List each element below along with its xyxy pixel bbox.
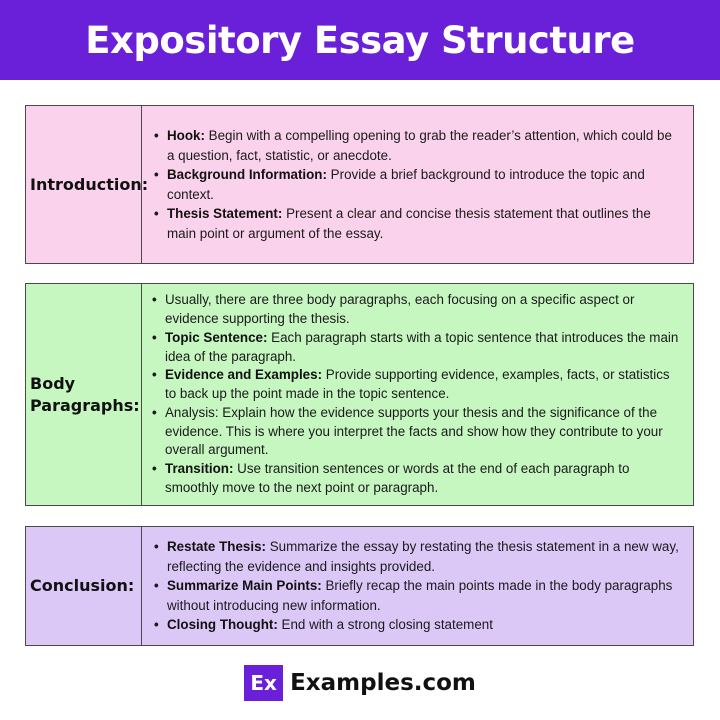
section-content: [142, 527, 693, 645]
item-text: Analysis: Explain how the evidence supports your thesis and the significance of the evidence. This is where you interpret the facts and show how they contribute to your overall argument.: [165, 404, 663, 458]
item-heading: Hook:: [167, 128, 205, 143]
item-text: Provide a brief background to introduce the topic and context.: [167, 167, 645, 202]
item-heading: Transition:: [165, 461, 234, 477]
introduction-label: Introduction:: [30, 174, 149, 194]
list-item: [148, 576, 679, 615]
item-text: Briefly recap the main points made in the body paragraphs without introducing new information.: [167, 578, 673, 613]
item-heading: Restate Thesis:: [167, 539, 266, 555]
list-item: [148, 126, 679, 165]
list-item: [148, 165, 679, 204]
item-text: Use transition sentences or words at the end of each paragraph to smoothly move to the next point or paragraph.: [165, 461, 630, 496]
section-label-cell: [26, 527, 142, 645]
item-text: End with a strong closing statement: [277, 617, 493, 633]
introduction-list: [148, 126, 679, 243]
brand-name: Examples.com: [290, 670, 476, 696]
list-item: [146, 460, 679, 498]
list-item: [146, 404, 679, 460]
item-heading: Summarize Main Points:: [167, 578, 322, 594]
body-paragraphs-list: [146, 291, 679, 498]
page-title: Expository Essay Structure: [85, 18, 635, 62]
list-item: [146, 366, 679, 404]
list-item: [146, 329, 679, 367]
item-heading: Topic Sentence:: [165, 329, 268, 345]
list-item: [148, 537, 679, 576]
conclusion-section: [25, 526, 694, 646]
list-item: [146, 291, 679, 329]
body-paragraphs-label: Body Paragraphs:: [30, 373, 140, 415]
section-label-cell: [26, 106, 149, 263]
body-paragraphs-section: [25, 283, 694, 506]
section-content: [142, 284, 693, 505]
item-text: Present a clear and concise thesis statement that outlines the main point or argument of the essay.: [167, 206, 651, 241]
introduction-section: [25, 105, 694, 264]
item-text: Usually, there are three body paragraphs, each focusing on a specific aspect or evidence supporting the thesis.: [165, 292, 635, 326]
item-heading: Evidence and Examples:: [165, 367, 323, 383]
item-heading: Background Information:: [167, 167, 327, 182]
item-text: Begin with a compelling opening to grab the reader’s attention, which could be a question, fact, statistic, or anecdote.: [167, 128, 672, 163]
list-item: [148, 615, 679, 635]
item-heading: Closing Thought:: [167, 617, 278, 633]
title-banner: [0, 0, 720, 80]
conclusion-list: [148, 537, 679, 635]
section-label-cell: [26, 284, 142, 505]
list-item: [148, 204, 679, 243]
conclusion-label: Conclusion:: [30, 576, 135, 595]
item-text: Each paragraph starts with a topic sentence that introduces the main idea of the paragraph.: [165, 329, 679, 364]
brand-logo: Ex: [244, 665, 283, 701]
item-heading: Thesis Statement:: [167, 206, 283, 221]
item-text: Provide supporting evidence, examples, facts, or statistics to back up the point made in the topic sentence.: [165, 367, 670, 402]
footer-brand: [0, 663, 720, 703]
section-content: [142, 106, 693, 263]
item-text: Summarize the essay by restating the thesis statement in a new way, reflecting the evidence and insights provided.: [167, 539, 679, 574]
